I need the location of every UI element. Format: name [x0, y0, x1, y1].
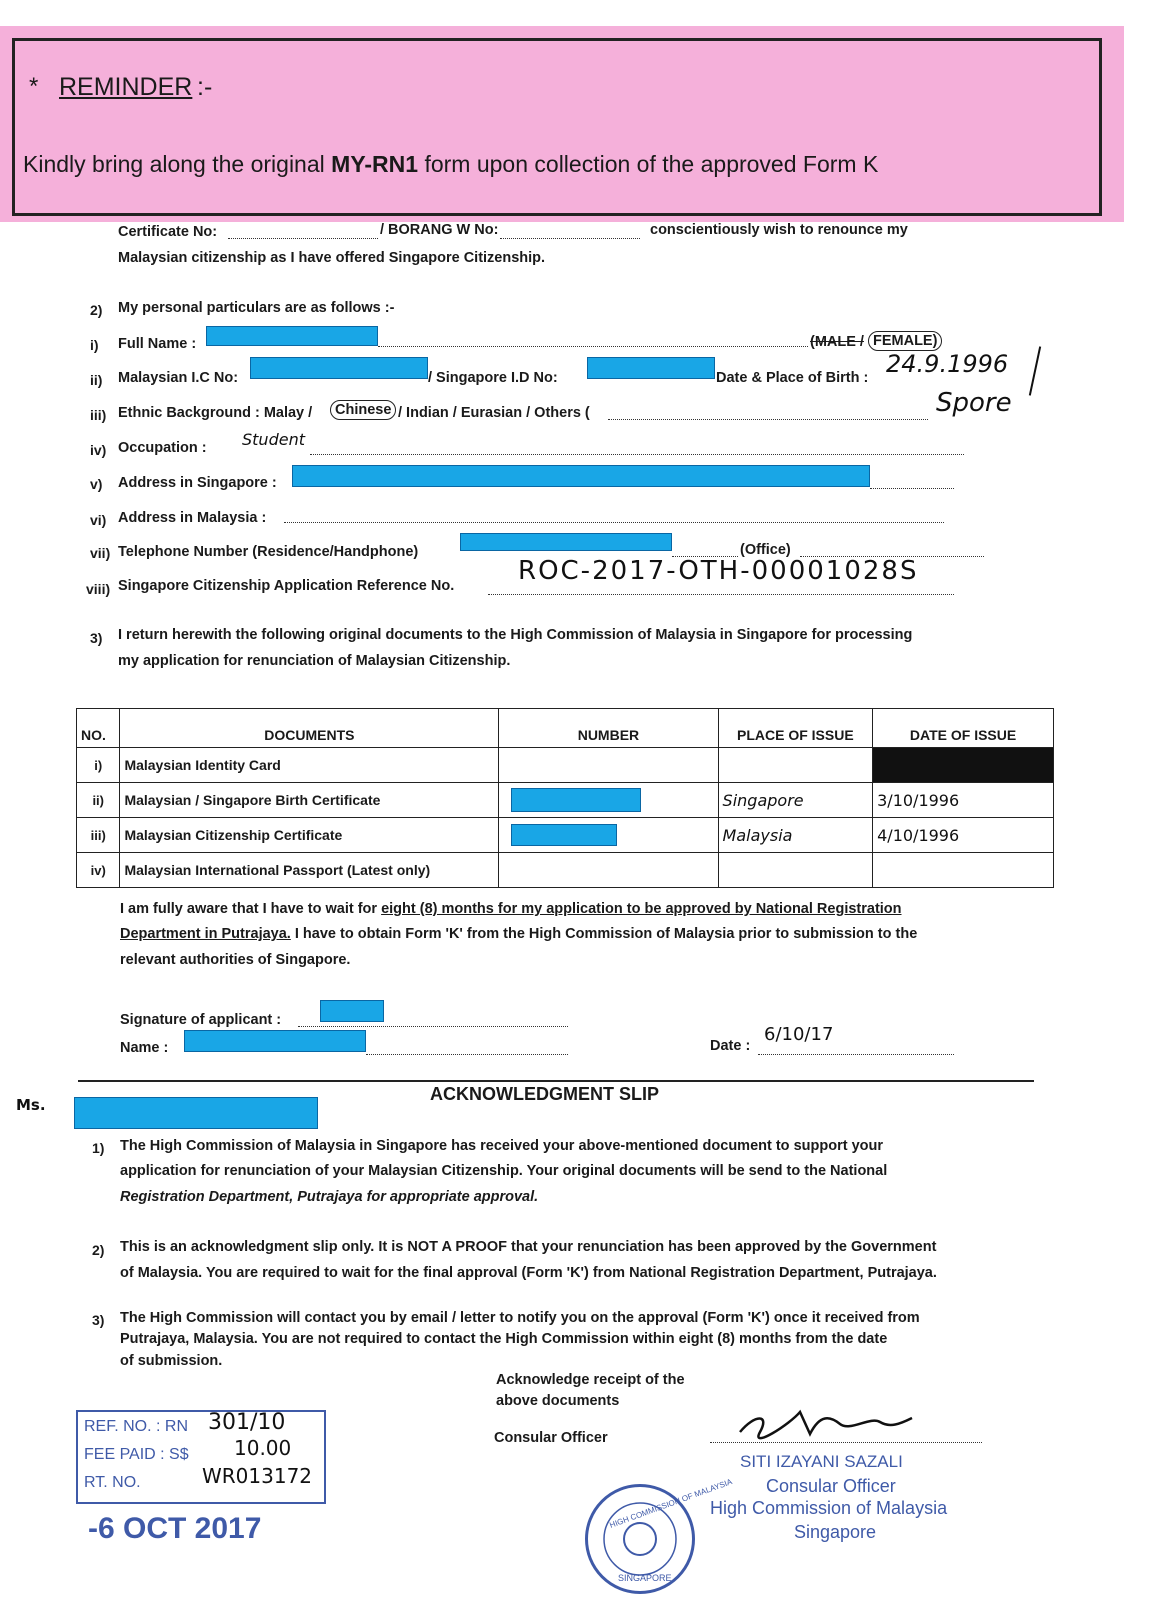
slip-p2-number: 2)	[92, 1242, 105, 1258]
ack-line1: Acknowledge receipt of the	[496, 1372, 685, 1388]
gender-male: (MALE /	[810, 334, 864, 350]
place-of-birth-handwritten: Spore	[936, 388, 1012, 418]
full-name-dots	[378, 340, 808, 347]
slip-title: ACKNOWLEDGMENT SLIP	[430, 1084, 659, 1104]
addr-my-label: Address in Malaysia :	[118, 510, 267, 526]
phone-index: vii)	[90, 545, 111, 561]
header-documents: DOCUMENTS	[120, 709, 499, 748]
redacted-phone	[460, 533, 672, 551]
high-commission-seal	[585, 1477, 734, 1594]
section3-number: 3)	[90, 630, 103, 646]
fee-stamp-box	[76, 1410, 326, 1504]
redacted-ic-number	[250, 357, 428, 379]
addr-my-index: vi)	[90, 512, 107, 528]
borang-label: / BORANG W No:	[380, 222, 499, 238]
table-row: iv) Malaysian International Passport (Latest only)	[77, 853, 1054, 888]
redacted-address-sg	[292, 465, 870, 487]
slip-p3-line1: The High Commission will contact you by email / letter to notify you on the approval (Form 'K') once it received from	[120, 1310, 920, 1326]
signature-dots	[298, 1020, 568, 1027]
stamp-fee-value: 10.00	[234, 1436, 292, 1460]
stamp-ref-value: 301/10	[208, 1410, 286, 1435]
redacted-full-name	[206, 326, 378, 346]
ic-index: ii)	[90, 372, 103, 388]
ethnic-dots	[608, 413, 928, 420]
ack-line2: above documents	[496, 1393, 620, 1409]
sg-id-label: / Singapore I.D No:	[428, 370, 558, 386]
seal-bottom-text: SINGAPORE	[618, 1573, 672, 1583]
occupation-label: Occupation :	[118, 440, 207, 456]
ref-label: Singapore Citizenship Application Reference No.	[118, 578, 455, 594]
aware-line1: I am fully aware that I have to wait for eight (8) months for my application to be approved by National Registration	[120, 901, 902, 917]
reminder-star: *	[29, 73, 39, 100]
redacted-citizenship-cert-number	[511, 824, 617, 846]
gender-female-circled: FEMALE)	[868, 331, 942, 351]
redacted-sg-id	[587, 357, 715, 379]
ethnic-index: iii)	[90, 407, 107, 423]
table-row: i) Malaysian Identity Card	[77, 748, 1054, 783]
officer-org: High Commission of Malaysia	[710, 1498, 948, 1518]
dob-handwritten: 24.9.1996	[886, 350, 1009, 378]
blacked-out-date	[873, 748, 1054, 783]
stamp-fee-label: FEE PAID : S$	[84, 1446, 189, 1463]
slip-p2-line2: of Malaysia. You are required to wait for the final approval (Form 'K') from National Registration Department, Putrajaya.	[120, 1265, 937, 1281]
certificate-label: Certificate No:	[118, 224, 218, 240]
reminder-title-suffix: :-	[197, 73, 213, 101]
officer-name: SITI IZAYANI SAZALI	[740, 1452, 903, 1471]
occupation-dots	[310, 448, 964, 455]
stamp-ref-label: REF. NO. : RN	[84, 1418, 189, 1435]
section2-number: 2)	[90, 302, 103, 318]
redacted-birth-cert-number	[511, 788, 641, 812]
addr-sg-dots	[870, 482, 954, 489]
table-header-row	[77, 709, 1054, 748]
dob-label: Date & Place of Birth :	[716, 370, 869, 386]
ethnic-label: Ethnic Background : Malay /	[118, 405, 313, 421]
wish-text: conscientiously wish to renounce my	[650, 222, 908, 238]
addr-sg-label: Address in Singapore :	[118, 475, 277, 491]
slip-p1-number: 1)	[92, 1140, 105, 1156]
slip-p1-line2: application for renunciation of your Malaysian Citizenship. Your original documents will be send to the National	[120, 1163, 888, 1179]
section2-heading: My personal particulars are as follows :-	[118, 300, 395, 316]
signature-label: Signature of applicant :	[120, 1012, 282, 1028]
header-no: NO.	[77, 709, 120, 748]
header-number: NUMBER	[499, 709, 718, 748]
full-name-index: i)	[90, 337, 99, 353]
reminder-box	[12, 38, 1102, 216]
ethnic-rest: / Indian / Eurasian / Others (	[398, 405, 590, 421]
slip-divider	[78, 1080, 1034, 1082]
stamp-rt-value: WR013172	[202, 1464, 313, 1488]
slip-p3-line3: of submission.	[120, 1353, 223, 1369]
slip-prefix: Ms.	[16, 1096, 46, 1114]
redacted-slip-name	[74, 1097, 318, 1129]
slip-p1-line3: Registration Department, Putrajaya for appropriate approval.	[120, 1189, 539, 1205]
reminder-text: Kindly bring along the original MY-RN1 form upon collection of the approved Form K	[23, 151, 879, 177]
header-date: DATE OF ISSUE	[873, 709, 1054, 748]
slip-p3-number: 3)	[92, 1312, 105, 1328]
office-label: (Office)	[740, 542, 791, 558]
ref-dots	[488, 588, 954, 595]
ref-index: viii)	[86, 581, 111, 597]
intro-line2: Malaysian citizenship as I have offered Singapore Citizenship.	[118, 250, 546, 266]
full-name-label: Full Name :	[118, 336, 197, 352]
ethnic-chinese-circled: Chinese	[330, 400, 396, 420]
table-row: iii) Malaysian Citizenship Certificate Malaysia 4/10/1996	[77, 818, 1054, 853]
certificate-dots	[228, 232, 378, 239]
aware-line3: relevant authorities of Singapore.	[120, 952, 351, 968]
ic-label: Malaysian I.C No:	[118, 370, 239, 386]
borang-dots	[500, 232, 640, 239]
slip-p3-line2: Putrajaya, Malaysia. You are not required to contact the High Commission within eight (8) months from the date	[120, 1331, 888, 1347]
header-place: PLACE OF ISSUE	[718, 709, 873, 748]
redacted-name	[184, 1030, 366, 1052]
occupation-index: iv)	[90, 442, 107, 458]
occupation-handwritten: Student	[242, 430, 305, 449]
seal-top-text: HIGH COMMISSION OF MALAYSIA	[608, 1477, 734, 1530]
section3-line2: my application for renunciation of Malaysian Citizenship.	[118, 653, 511, 669]
slip-p2-line1: This is an acknowledgment slip only. It is NOT A PROOF that your renunciation has been approved by the Government	[120, 1239, 937, 1255]
addr-sg-index: v)	[90, 476, 103, 492]
addr-my-dots	[284, 516, 944, 523]
slip-p1-line1: The High Commission of Malaysia in Singapore has received your above-mentioned document to support your	[120, 1138, 883, 1154]
reminder-title: REMINDER	[59, 73, 193, 101]
stamp-rt-label: RT. NO.	[84, 1474, 141, 1491]
date-stamp: -6 OCT 2017	[88, 1512, 262, 1545]
phone-label: Telephone Number (Residence/Handphone)	[118, 544, 419, 560]
date-dots	[758, 1048, 954, 1055]
documents-table	[76, 708, 1054, 888]
section3-line1: I return herewith the following original documents to the High Commission of Malaysia in Singapore for processing	[118, 627, 913, 643]
date-label: Date :	[710, 1038, 751, 1054]
table-row: ii) Malaysian / Singapore Birth Certificate Singapore 3/10/1996	[77, 783, 1054, 818]
officer-signature-scribble	[730, 1394, 920, 1444]
date-handwritten: 6/10/17	[764, 1024, 834, 1045]
officer-title: Consular Officer	[766, 1476, 896, 1496]
consular-officer-label: Consular Officer	[494, 1430, 608, 1446]
redacted-signature	[320, 1000, 384, 1022]
officer-city: Singapore	[794, 1522, 877, 1542]
ref-handwritten: ROC-2017-OTH-00001028S	[518, 556, 919, 586]
name-label: Name :	[120, 1040, 169, 1056]
name-dots	[366, 1048, 568, 1055]
aware-line2: Department in Putrajaya. I have to obtain Form 'K' from the High Commission of Malaysia prior to submission to the	[120, 926, 918, 942]
dob-slash-mark	[1029, 346, 1041, 395]
